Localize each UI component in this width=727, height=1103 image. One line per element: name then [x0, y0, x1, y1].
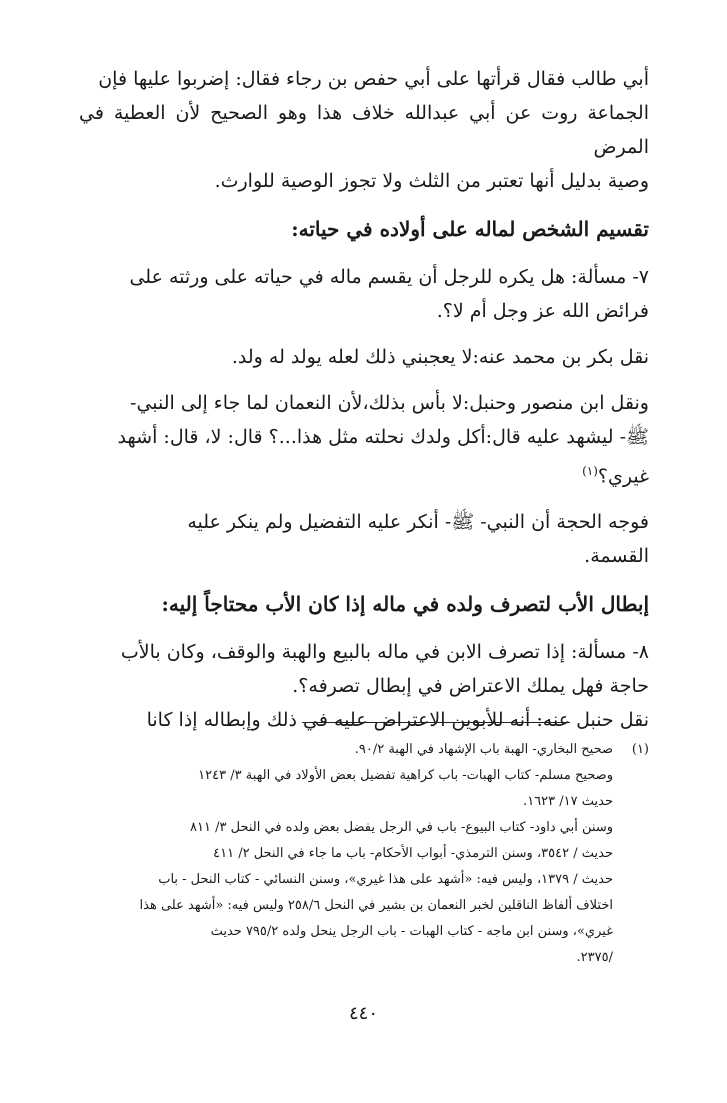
footnote-reference[interactable]: (١)	[582, 464, 598, 478]
text-line	[79, 454, 649, 493]
text-line: أبي طالب فقال قرأتها على أبي حفص بن رجاء فقال: إضربوا عليها فإن	[98, 68, 649, 90]
text-line: فرائض الله عز وجل أم لا؟.	[436, 300, 649, 322]
footnotes	[79, 737, 649, 971]
footnote-line: حديث ١٧/ ١٦٢٣.	[523, 794, 613, 809]
paragraph-bakr: نقل بكر بن محمد عنه:لا يعجبني ذلك لعله يولد له ولد.	[231, 346, 649, 368]
footnote-line: وسنن أبي داود- كتاب البيوع- باب في الرجل يفضل بعض ولده في النحل ٣/ ٨١١	[190, 820, 613, 835]
text-line: ٨- مسألة: إذا تصرف الابن في ماله بالبيع والهبة والوقف، وكان بالأب	[120, 641, 649, 664]
footnote-line: غيري»، وسنن ابن ماجه - كتاب الهبات - باب الرجل ينحل ولده ٧٩٥/٢ حديث	[210, 924, 613, 939]
text-line: ونقل ابن منصور وحنبل:لا بأس بذلك،لأن النعمان لما جاء إلى النبي-	[130, 392, 649, 414]
footnote-line: صحيح البخاري- الهبة باب الإشهاد في الهبة ٩٠/٢.	[354, 742, 613, 757]
paragraph-ibn-mansur	[79, 386, 649, 493]
footnote-line: حديث / ١٣٧٩، وليس فيه: «أشهد على هذا غيري»، وسنن النسائي - كتاب النحل - باب	[158, 872, 613, 887]
text-line: الجماعة روت عن أبي عبدالله خلاف هذا وهو الصحيح لأن العطية في المرض	[79, 102, 649, 158]
text-fragment: غيري؟	[597, 465, 649, 488]
footnote-divider	[302, 722, 570, 723]
text-line: حاجة فهل يملك الاعتراض في إبطال تصرفه؟.	[292, 675, 649, 698]
section-heading-division: تقسيم الشخص لماله على أولاده في حياته:	[291, 217, 649, 241]
footnote-marker: (١)	[631, 742, 649, 757]
text-line: ﷺ- ليشهد عليه قال:أكل ولدك نحلته مثل هذا...؟ قال: لا، قال: أشهد	[117, 426, 649, 448]
footnote-line: وصحيح مسلم- كتاب الهبات- باب كراهية تفضيل بعض الأولاد في الهبة ٣/ ١٢٤٣	[198, 768, 613, 783]
question-7	[79, 260, 649, 328]
footnote-body	[79, 737, 613, 971]
page-number: ٤٤٠	[348, 1003, 378, 1024]
text-line: القسمة.	[584, 545, 649, 568]
text-line: فوجه الحجة أن النبي- ﷺ- أنكر عليه التفضيل ولم ينكر عليه	[187, 511, 649, 534]
text-line: ٧- مسألة: هل يكره للرجل أن يقسم ماله في حياته على ورثته على	[129, 266, 649, 288]
footnote-line: اختلاف ألفاظ الناقلين لخبر النعمان بن بشير في النحل ٢٥٨/٦ وليس فيه: «أشهد على هذا	[139, 898, 613, 913]
paragraph-hanbal: نقل حنبل عنه: أنه للأبوين الاعتراض عليه في ذلك وإبطاله إذا كانا	[146, 709, 649, 732]
section-heading-annulment: إبطال الأب لتصرف ولده في ماله إذا كان الأب محتاجاً إليه:	[161, 592, 649, 617]
footnote-line: حديث / ٣٥٤٢، وسنن الترمذي- أبواب الأحكام- باب ما جاء في النحل ٢/ ٤١١	[213, 846, 613, 861]
page-body	[79, 62, 649, 737]
question-8	[79, 635, 649, 703]
footnote-line: /٢٣٧٥.	[576, 950, 613, 965]
footnote-1	[79, 737, 649, 971]
text-line: وصية بدليل أنها تعتبر من الثلث ولا تجوز الوصية للوارث.	[214, 170, 649, 192]
paragraph-continuation	[79, 62, 649, 198]
paragraph-argument	[79, 505, 649, 573]
